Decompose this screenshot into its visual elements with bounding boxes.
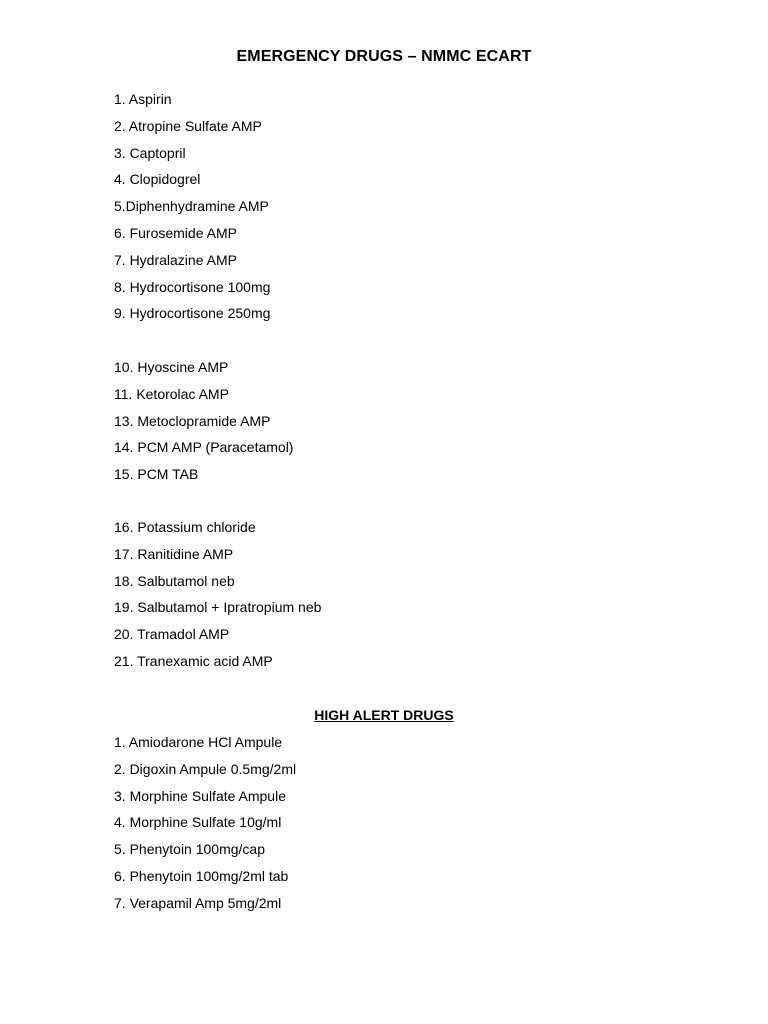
list-item: 21. Tranexamic acid AMP [114,652,273,669]
list-item: 20. Tramadol AMP [114,626,230,643]
list-item: 4. Morphine Sulfate 10g/ml [114,814,282,831]
list-item: 14. PCM AMP (Paracetamol) [114,439,294,456]
list-item: 4. Clopidogrel [114,171,201,188]
high-alert-drugs-list [114,729,296,917]
list-item: 6. Phenytoin 100mg/2ml tab [114,867,289,884]
list-item: 11. Ketorolac AMP [114,385,229,402]
list-item: 17. Ranitidine AMP [114,545,234,562]
list-item: 7. Verapamil Amp 5mg/2ml [114,894,282,911]
list-item: 2. Atropine Sulfate AMP [114,117,262,134]
list-item: 7. Hydralazine AMP [114,251,237,268]
list-item: 19. Salbutamol + Ipratropium neb [114,599,322,616]
list-item: 1. Aspirin [114,91,172,107]
list-item: 16. Potassium chloride [114,519,256,535]
list-item: 3. Captopril [114,144,186,161]
list-item: 6. Furosemide AMP [114,224,237,241]
emergency-drugs-list-group-2 [114,354,293,488]
emergency-drugs-list-group-1 [114,86,270,327]
high-alert-heading: HIGH ALERT DRUGS [314,707,454,723]
list-item: 1. Amiodarone HCl Ampule [114,734,283,750]
list-item: 5.Diphenhydramine AMP [114,198,269,215]
list-item: 13. Metoclopramide AMP [114,412,271,429]
list-item: 2. Digoxin Ampule 0.5mg/2ml [114,760,297,777]
list-item: 15. PCM TAB [114,466,199,483]
emergency-drugs-list-group-3 [114,514,321,675]
list-item: 10. Hyoscine AMP [114,359,229,375]
list-item: 9. Hydrocortisone 250mg [114,305,271,322]
list-item: 8. Hydrocortisone 100mg [114,278,271,295]
list-item: 18. Salbutamol neb [114,572,235,589]
document-title: EMERGENCY DRUGS – NMMC ECART [236,48,532,65]
list-item: 3. Morphine Sulfate Ampule [114,787,286,804]
list-item: 5. Phenytoin 100mg/cap [114,841,265,858]
